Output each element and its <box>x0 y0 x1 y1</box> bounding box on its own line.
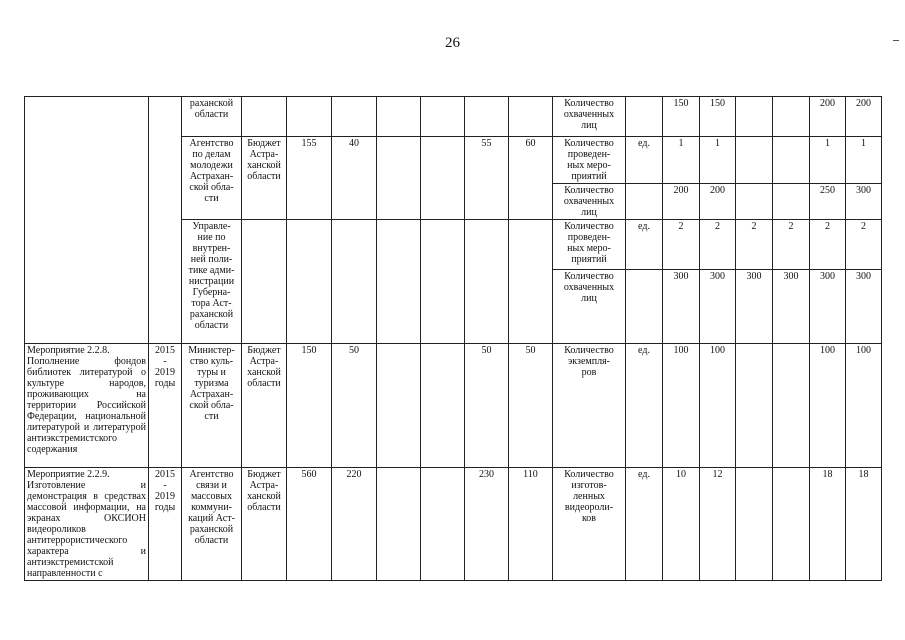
indicator-value-cell <box>773 97 810 137</box>
executor-cell: Агентство по делам молодежи Астрахан- ской обла- сти <box>182 137 242 220</box>
indicator-value-cell: 200 <box>810 97 846 137</box>
funding-source-cell: Бюджет Астра- ханской области <box>242 344 287 468</box>
indicator-value-cell: 1 <box>846 137 882 184</box>
table-row <box>25 344 882 468</box>
table-row <box>25 468 882 581</box>
indicator-value-cell <box>736 184 773 220</box>
event-name-cell <box>25 97 149 344</box>
indicator-value-cell <box>736 468 773 581</box>
indicator-value-cell: 300 <box>773 270 810 344</box>
funding-value-cell <box>377 220 421 344</box>
indicator-value-cell: 300 <box>810 270 846 344</box>
funding-source-cell <box>242 97 287 137</box>
years-cell: 2015 - 2019 годы <box>149 468 182 581</box>
indicator-value-cell: 150 <box>663 97 700 137</box>
funding-value-cell <box>377 137 421 220</box>
unit-cell: ед. <box>626 468 663 581</box>
funding-value-cell <box>421 344 465 468</box>
executor-cell: Агентство связи и массовых коммуни- каций Аст- раханской области <box>182 468 242 581</box>
indicator-value-cell: 300 <box>700 270 736 344</box>
page-number: 26 <box>445 35 460 51</box>
funding-value-cell: 110 <box>509 468 553 581</box>
indicator-name-cell: Количество проведен- ных меро- приятий <box>553 137 626 184</box>
executor-cell: Управле- ние по внутрен- ней поли- тике адми- нистрации Губерна- тора Аст- раханской области <box>182 220 242 344</box>
indicator-value-cell: 250 <box>810 184 846 220</box>
indicator-value-cell: 2 <box>700 220 736 270</box>
indicator-value-cell: 2 <box>846 220 882 270</box>
margin-mark <box>893 40 899 41</box>
funding-source-cell <box>242 220 287 344</box>
table-body <box>25 97 882 581</box>
indicator-value-cell: 2 <box>736 220 773 270</box>
funding-value-cell: 50 <box>465 344 509 468</box>
funding-value-cell <box>377 344 421 468</box>
indicator-value-cell: 300 <box>846 270 882 344</box>
indicator-value-cell: 200 <box>700 184 736 220</box>
indicator-name-cell: Количество изготов- ленных видеороли- ков <box>553 468 626 581</box>
program-table <box>24 96 882 581</box>
indicator-value-cell: 300 <box>846 184 882 220</box>
funding-value-cell: 220 <box>332 468 377 581</box>
unit-cell <box>626 97 663 137</box>
funding-value-cell: 50 <box>509 344 553 468</box>
indicator-value-cell <box>736 97 773 137</box>
unit-cell: ед. <box>626 137 663 184</box>
indicator-value-cell <box>736 344 773 468</box>
indicator-value-cell: 2 <box>810 220 846 270</box>
indicator-value-cell: 100 <box>663 344 700 468</box>
funding-value-cell: 155 <box>287 137 332 220</box>
funding-value-cell <box>287 97 332 137</box>
indicator-value-cell <box>773 137 810 184</box>
indicator-value-cell: 2 <box>663 220 700 270</box>
indicator-value-cell: 100 <box>810 344 846 468</box>
funding-value-cell <box>509 220 553 344</box>
indicator-name-cell: Количество охваченных лиц <box>553 184 626 220</box>
funding-value-cell: 150 <box>287 344 332 468</box>
indicator-value-cell <box>773 344 810 468</box>
years-cell <box>149 97 182 344</box>
indicator-value-cell: 1 <box>810 137 846 184</box>
indicator-value-cell: 300 <box>663 270 700 344</box>
table-row <box>25 97 882 137</box>
indicator-name-cell: Количество экземпля- ров <box>553 344 626 468</box>
funding-value-cell <box>287 220 332 344</box>
funding-value-cell <box>377 468 421 581</box>
executor-cell: Министер- ство куль- туры и туризма Астрахан- ской обла- сти <box>182 344 242 468</box>
indicator-value-cell: 1 <box>663 137 700 184</box>
indicator-value-cell: 200 <box>846 97 882 137</box>
funding-value-cell <box>332 220 377 344</box>
funding-value-cell: 560 <box>287 468 332 581</box>
years-cell: 2015 - 2019 годы <box>149 344 182 468</box>
indicator-value-cell <box>736 137 773 184</box>
funding-value-cell <box>421 220 465 344</box>
indicator-name-cell: Количество охваченных лиц <box>553 270 626 344</box>
event-name-cell: Мероприятие 2.2.8. Пополнение фондов библиотек литературой о культуре народов, проживающих на территории Российской Федерации, национальной литературой и литературой антиэкстремистского содержания <box>25 344 149 468</box>
indicator-name-cell: Количество охваченных лиц <box>553 97 626 137</box>
funding-value-cell: 40 <box>332 137 377 220</box>
indicator-value-cell: 2 <box>773 220 810 270</box>
unit-cell <box>626 184 663 220</box>
funding-value-cell <box>421 97 465 137</box>
indicator-value-cell: 18 <box>810 468 846 581</box>
funding-value-cell: 60 <box>509 137 553 220</box>
executor-cell: раханской области <box>182 97 242 137</box>
unit-cell <box>626 270 663 344</box>
funding-value-cell: 55 <box>465 137 509 220</box>
indicator-value-cell: 12 <box>700 468 736 581</box>
indicator-value-cell: 100 <box>700 344 736 468</box>
indicator-value-cell: 100 <box>846 344 882 468</box>
indicator-value-cell: 200 <box>663 184 700 220</box>
funding-value-cell <box>509 97 553 137</box>
funding-source-cell: Бюджет Астра- ханской области <box>242 137 287 220</box>
indicator-value-cell: 18 <box>846 468 882 581</box>
event-name-cell: Мероприятие 2.2.9. Изготовление и демонстрация в средствах массовой информации, на экранах ОКСИОН видеороликов антитеррористического характера и антиэкстремистской направленности с <box>25 468 149 581</box>
indicator-value-cell <box>773 184 810 220</box>
indicator-value-cell: 150 <box>700 97 736 137</box>
unit-cell: ед. <box>626 344 663 468</box>
funding-value-cell <box>421 468 465 581</box>
unit-cell: ед. <box>626 220 663 270</box>
indicator-value-cell: 1 <box>700 137 736 184</box>
funding-value-cell <box>377 97 421 137</box>
funding-value-cell: 50 <box>332 344 377 468</box>
funding-value-cell <box>421 137 465 220</box>
indicator-value-cell: 300 <box>736 270 773 344</box>
funding-value-cell: 230 <box>465 468 509 581</box>
indicator-value-cell <box>773 468 810 581</box>
funding-value-cell <box>332 97 377 137</box>
funding-value-cell <box>465 97 509 137</box>
indicator-value-cell: 10 <box>663 468 700 581</box>
indicator-name-cell: Количество проведен- ных меро- приятий <box>553 220 626 270</box>
funding-source-cell: Бюджет Астра- ханской области <box>242 468 287 581</box>
funding-value-cell <box>465 220 509 344</box>
